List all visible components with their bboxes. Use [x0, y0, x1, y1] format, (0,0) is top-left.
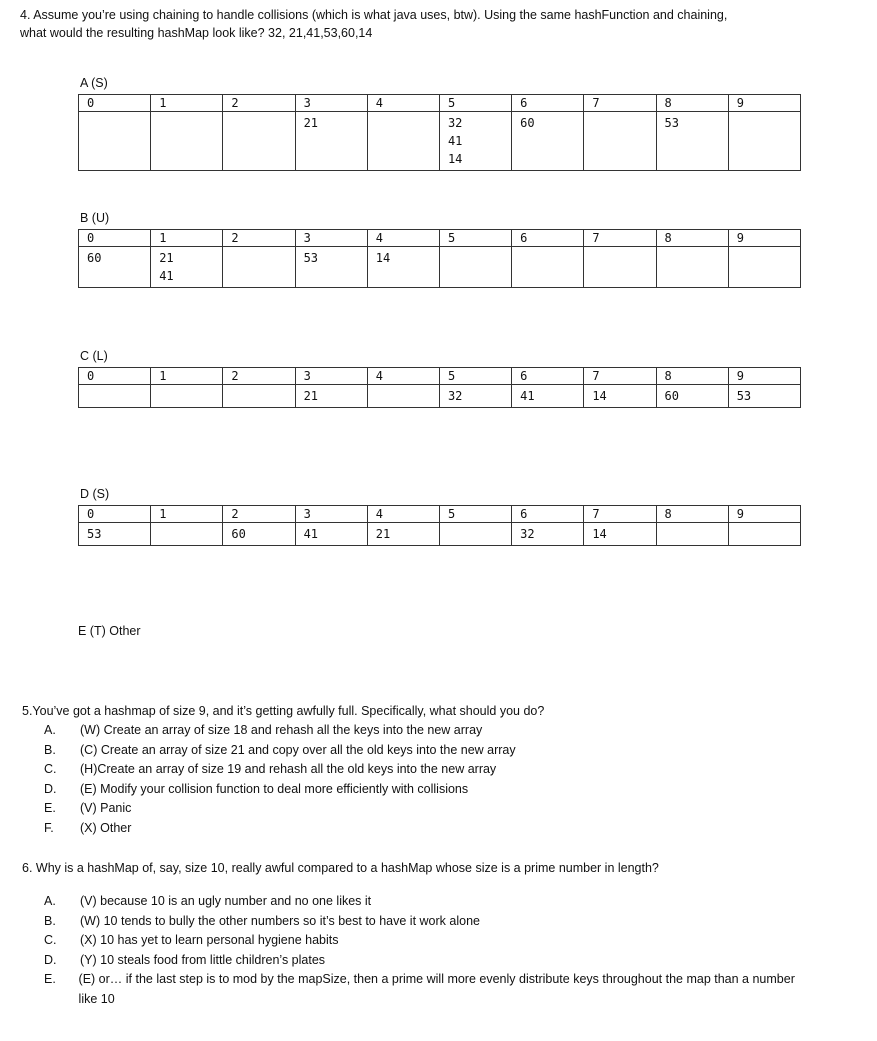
bucket-index-cell: 1 — [151, 230, 223, 247]
bucket-index-cell: 0 — [79, 506, 151, 523]
bucket-values-row — [79, 112, 801, 171]
choice-item — [44, 741, 516, 761]
bucket-value: 14 — [375, 251, 391, 265]
bucket-cell — [367, 523, 439, 546]
bucket-index-cell: 4 — [367, 506, 439, 523]
choice-text: (V) Panic — [80, 801, 132, 815]
bucket-value: 41 — [520, 389, 535, 403]
choice-item — [44, 760, 516, 780]
bucket-values-row — [79, 385, 801, 408]
choice-letter: B. — [44, 742, 56, 757]
choice-item — [44, 721, 516, 741]
question-4-line-1: 4. Assume you’re using chaining to handle collisions (which is what java uses, btw). Using the same hashFunction and chaining, — [20, 8, 728, 22]
bucket-index-cell: 0 — [79, 230, 151, 247]
bucket-values-row — [79, 247, 801, 288]
choice-letter: C. — [44, 762, 57, 776]
bucket-cell — [79, 523, 151, 546]
choice-text: (V) because 10 is an ugly number and no one likes it — [80, 894, 372, 908]
bucket-cell — [512, 247, 584, 288]
bucket-value: 21 — [303, 116, 319, 130]
choice-text: (X) 10 has yet to learn personal hygiene habits — [80, 933, 339, 947]
bucket-value: 21 — [375, 527, 391, 541]
bucket-index-cell: 3 — [295, 95, 367, 112]
choice-letter: F. — [44, 820, 54, 835]
bucket-cell — [79, 385, 151, 408]
bucket-index-cell: 5 — [439, 230, 511, 247]
bucket-value: 53 — [736, 389, 752, 403]
bucket-cell — [584, 385, 656, 408]
question-6-choices — [44, 892, 804, 1009]
bucket-value: 60 — [664, 389, 679, 403]
question-4-line-2: what would the resulting hashMap look like? 32, 21,41,53,60,14 — [20, 26, 373, 40]
option-e-label: E (T) Other — [78, 624, 141, 638]
bucket-cell — [728, 112, 800, 171]
choice-letter: A. — [44, 894, 56, 908]
bucket-value: 32 — [447, 116, 463, 130]
bucket-index-cell: 9 — [728, 230, 800, 247]
bucket-index-cell: 4 — [367, 95, 439, 112]
bucket-index-cell: 1 — [151, 95, 223, 112]
bucket-index-cell: 1 — [151, 368, 223, 385]
bucket-cell — [728, 385, 800, 408]
option-c-hashmap-table — [78, 367, 801, 408]
bucket-cell — [223, 247, 295, 288]
choice-item — [44, 970, 804, 1009]
bucket-cell — [584, 112, 656, 171]
bucket-cell — [223, 112, 295, 171]
choice-item — [44, 892, 804, 912]
index-row — [79, 95, 801, 112]
bucket-cell — [512, 523, 584, 546]
choice-item — [44, 951, 804, 971]
bucket-value: 21 — [303, 389, 319, 403]
bucket-cell — [295, 523, 367, 546]
bucket-index-cell: 2 — [223, 230, 295, 247]
bucket-index-cell: 6 — [512, 95, 584, 112]
bucket-index-cell: 8 — [656, 506, 728, 523]
bucket-cell — [728, 247, 800, 288]
bucket-cell — [151, 247, 223, 288]
question-4-text — [20, 6, 860, 42]
bucket-values-row — [79, 523, 801, 546]
choice-text: (W) 10 tends to bully the other numbers so it’s best to have it work alone — [80, 913, 480, 928]
bucket-index-cell: 0 — [79, 368, 151, 385]
bucket-index-cell: 4 — [367, 368, 439, 385]
choice-letter: E. — [44, 801, 56, 815]
bucket-index-cell: 2 — [223, 506, 295, 523]
bucket-value: 21 — [159, 251, 174, 265]
bucket-index-cell: 5 — [439, 368, 511, 385]
bucket-cell — [367, 385, 439, 408]
bucket-cell — [584, 247, 656, 288]
bucket-cell — [367, 247, 439, 288]
bucket-value: 53 — [664, 116, 679, 130]
bucket-index-cell: 5 — [439, 506, 511, 523]
index-row — [79, 230, 801, 247]
bucket-cell — [728, 523, 800, 546]
bucket-index-cell: 6 — [512, 230, 584, 247]
bucket-value: 41 — [159, 269, 174, 283]
option-d-hashmap-table — [78, 505, 801, 546]
choice-text: (X) Other — [80, 820, 132, 835]
index-row — [79, 368, 801, 385]
bucket-cell — [439, 523, 511, 546]
bucket-cell — [79, 112, 151, 171]
bucket-index-cell: 1 — [151, 506, 223, 523]
bucket-index-cell: 3 — [295, 368, 367, 385]
bucket-index-cell: 7 — [584, 368, 656, 385]
choice-letter: E. — [44, 972, 56, 986]
question-6-text: 6. Why is a hashMap of, say, size 10, really awful compared to a hashMap whose size is a prime number in length? — [22, 861, 659, 875]
bucket-cell — [295, 112, 367, 171]
bucket-value: 53 — [303, 251, 319, 265]
bucket-cell — [656, 247, 728, 288]
choice-text: (E) Modify your collision function to deal more efficiently with collisions — [80, 781, 469, 796]
question-5-choices — [44, 721, 516, 838]
bucket-index-cell: 6 — [512, 368, 584, 385]
bucket-cell — [295, 247, 367, 288]
bucket-value: 53 — [87, 527, 102, 541]
option-a-hashmap-table — [78, 94, 801, 171]
bucket-value: 41 — [303, 527, 319, 541]
bucket-index-cell: 5 — [439, 95, 511, 112]
bucket-cell — [439, 112, 511, 171]
option-b-label: B (U) — [80, 211, 110, 225]
choice-item — [44, 819, 516, 839]
bucket-cell — [439, 247, 511, 288]
choice-text: (H)Create an array of size 19 and rehash all the old keys into the new array — [80, 762, 497, 776]
bucket-index-cell: 3 — [295, 506, 367, 523]
bucket-cell — [151, 385, 223, 408]
bucket-value: 32 — [520, 527, 535, 541]
choice-letter: D. — [44, 952, 57, 967]
bucket-index-cell: 4 — [367, 230, 439, 247]
bucket-cell — [223, 385, 295, 408]
bucket-index-cell: 7 — [584, 506, 656, 523]
choice-text: (C) Create an array of size 21 and copy over all the old keys into the new array — [80, 742, 516, 757]
bucket-index-cell: 0 — [79, 95, 151, 112]
choice-letter: B. — [44, 913, 56, 928]
bucket-index-cell: 6 — [512, 506, 584, 523]
bucket-cell — [151, 523, 223, 546]
choice-item — [44, 780, 516, 800]
choice-item — [44, 912, 804, 932]
option-c-label: C (L) — [80, 349, 108, 363]
bucket-index-cell: 2 — [223, 95, 295, 112]
bucket-cell — [584, 523, 656, 546]
bucket-value: 14 — [592, 527, 607, 541]
bucket-index-cell: 8 — [656, 230, 728, 247]
bucket-value: 14 — [447, 152, 463, 166]
option-d-label: D (S) — [80, 487, 110, 501]
option-b-hashmap-table — [78, 229, 801, 288]
bucket-cell — [79, 247, 151, 288]
choice-text: (E) or… if the last step is to mod by the mapSize, then a prime will more evenly distribute keys throughout the map than a number like 10 — [78, 972, 795, 1006]
bucket-value: 41 — [447, 134, 463, 148]
choice-item — [44, 799, 516, 819]
bucket-index-cell: 2 — [223, 368, 295, 385]
bucket-index-cell: 7 — [584, 95, 656, 112]
bucket-cell — [151, 112, 223, 171]
question-5-text: 5.You’ve got a hashmap of size 9, and it’s getting awfully full. Specifically, what should you do? — [22, 704, 545, 718]
bucket-value: 32 — [447, 389, 463, 403]
bucket-index-cell: 3 — [295, 230, 367, 247]
bucket-index-cell: 9 — [728, 368, 800, 385]
bucket-cell — [656, 112, 728, 171]
bucket-cell — [512, 112, 584, 171]
bucket-index-cell: 7 — [584, 230, 656, 247]
index-row — [79, 506, 801, 523]
bucket-index-cell: 9 — [728, 506, 800, 523]
bucket-cell — [656, 523, 728, 546]
bucket-cell — [439, 385, 511, 408]
choice-letter: D. — [44, 781, 57, 796]
bucket-index-cell: 8 — [656, 95, 728, 112]
choice-letter: A. — [44, 723, 56, 737]
bucket-cell — [367, 112, 439, 171]
bucket-cell — [223, 523, 295, 546]
choice-text: (Y) 10 steals food from little children’s plates — [80, 952, 326, 967]
choice-text: (W) Create an array of size 18 and rehash all the keys into the new array — [80, 723, 483, 737]
bucket-value: 60 — [231, 527, 246, 541]
bucket-cell — [295, 385, 367, 408]
option-a-label: A (S) — [80, 76, 108, 90]
bucket-value: 60 — [520, 116, 535, 130]
bucket-cell — [512, 385, 584, 408]
choice-letter: C. — [44, 933, 57, 947]
bucket-value: 60 — [87, 251, 102, 265]
bucket-index-cell: 8 — [656, 368, 728, 385]
bucket-value: 14 — [592, 389, 607, 403]
bucket-index-cell: 9 — [728, 95, 800, 112]
bucket-cell — [656, 385, 728, 408]
choice-item — [44, 931, 804, 951]
